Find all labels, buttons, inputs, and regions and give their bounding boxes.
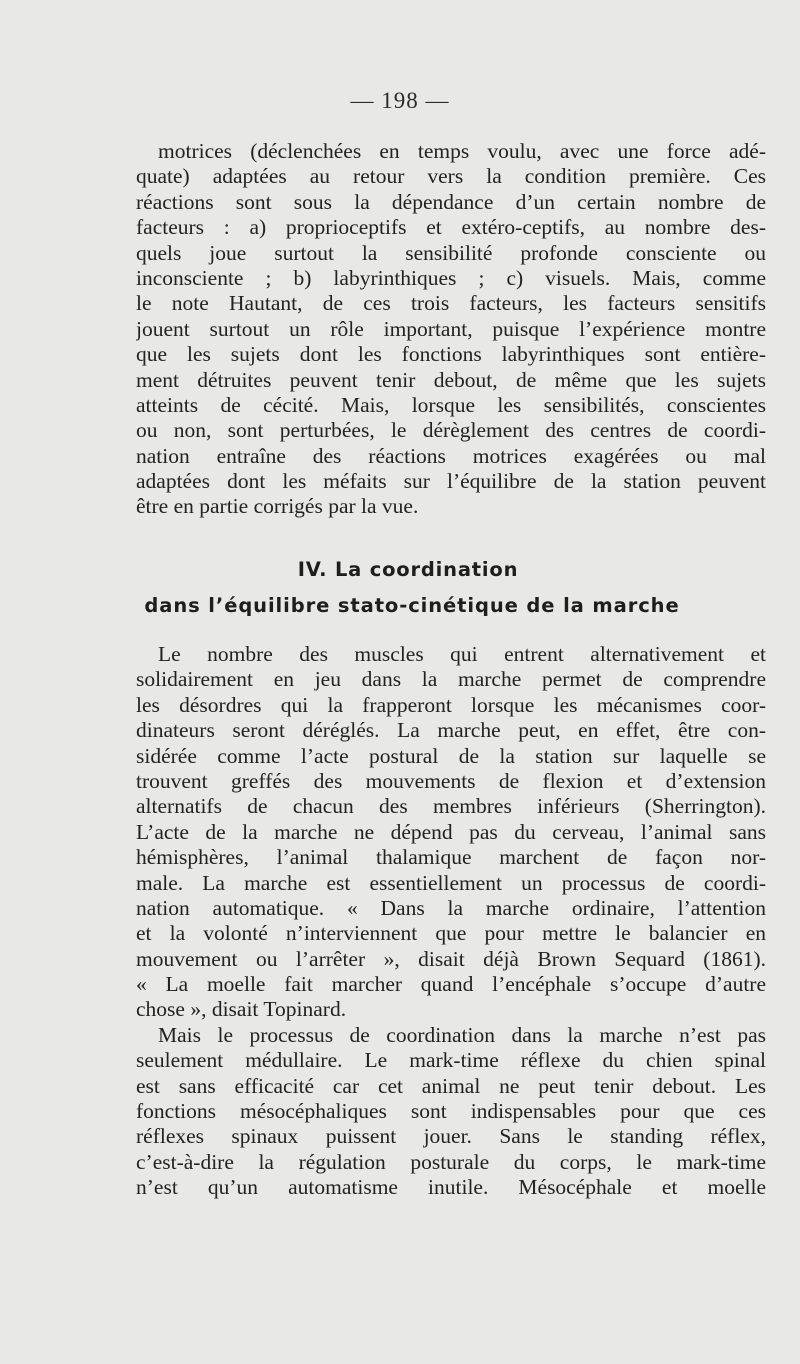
text-line: motrices (déclenchées en temps voulu, avec une force adé- (158, 139, 766, 163)
text-line: et la volonté n’interviennent que pour mettre le balancier en (136, 921, 766, 946)
text-line: adaptées dont les méfaits sur l’équilibre de la station peuvent (136, 469, 766, 494)
text-line: c’est-à-dire la régulation posturale du corps, le mark-time (136, 1149, 766, 1174)
text-line: hémisphères, l’animal thalamique marchent de façon nor- (136, 845, 766, 870)
text-line: le note Hautant, de ces trois facteurs, les facteurs sensitifs (136, 291, 766, 316)
text-line: réflexes spinaux puissent jouer. Sans le standing réflex, (136, 1124, 766, 1149)
text-line: réactions sont sous la dépendance d’un certain nombre de (136, 189, 766, 214)
text-line: seulement médullaire. Le mark-time réflexe du chien spinal (136, 1048, 766, 1073)
text-line: solidairement en jeu dans la marche permet de comprendre (136, 667, 766, 692)
text-line: jouent surtout un rôle important, puisque l’expérience montre (136, 316, 766, 341)
text-line: est sans efficacité car cet animal ne peut tenir debout. Les (136, 1073, 766, 1098)
text-line: Mais le processus de coordination dans la marche n’est pas (158, 1022, 766, 1047)
page-number: — 198 — (350, 88, 450, 113)
text-line: ou non, sont perturbées, le dérèglement des centres de coordi- (136, 418, 766, 443)
text-line: quate) adaptées au retour vers la condition première. Ces (136, 164, 766, 189)
text-line: quels joue surtout la sensibilité profonde consciente ou (136, 240, 766, 265)
text-line: fonctions mésocéphaliques sont indispensables pour que ces (136, 1099, 766, 1124)
text-line: les désordres qui la frapperont lorsque les mécanismes coor- (136, 692, 766, 717)
text-line: facteurs : a) proprioceptifs et extéro-ceptifs, au nombre des- (136, 215, 766, 240)
text-line: chose », disait Topinard. (136, 997, 347, 1022)
text-line: male. La marche est essentiellement un processus de coordi- (136, 870, 766, 895)
text-line: n’est qu’un automatisme inutile. Mésocéphale et moelle (136, 1175, 766, 1200)
text-line: nation automatique. « Dans la marche ordinaire, l’attention (136, 895, 766, 920)
paragraph-1 (136, 139, 766, 520)
text-line: atteints de cécité. Mais, lorsque les sensibilités, conscientes (136, 392, 766, 417)
section-heading-line-1: IV. La coordination (297, 558, 519, 581)
paragraph-2 (136, 642, 766, 1201)
text-line: sidérée comme l’acte postural de la station sur laquelle se (136, 743, 766, 768)
text-line: nation entraîne des réactions motrices exagérées ou mal (136, 443, 766, 468)
text-line: être en partie corrigés par la vue. (136, 494, 419, 519)
text-line: trouvent greffés des mouvements de flexion et d’extension (136, 768, 766, 793)
text-line: que les sujets dont les fonctions labyrinthiques sont entière- (136, 342, 766, 367)
text-line: alternatifs de chacun des membres inférieurs (Sherrington). (136, 794, 766, 819)
text-line: inconsciente ; b) labyrinthiques ; c) visuels. Mais, comme (136, 265, 766, 290)
text-line: dinateurs seront déréglés. La marche peut, en effet, être con- (136, 718, 766, 743)
text-line: « La moelle fait marcher quand l’encéphale s’occupe d’autre (136, 972, 766, 997)
text-line: L’acte de la marche ne dépend pas du cerveau, l’animal sans (136, 819, 766, 844)
text-line: mouvement ou l’arrêter », disait déjà Brown Sequard (1861). (136, 946, 766, 971)
section-heading-line-2: dans l’équilibre stato-cinétique de la marche (144, 594, 680, 617)
text-line: Le nombre des muscles qui entrent alternativement et (158, 642, 766, 666)
text-line: ment détruites peuvent tenir debout, de même que les sujets (136, 367, 766, 392)
